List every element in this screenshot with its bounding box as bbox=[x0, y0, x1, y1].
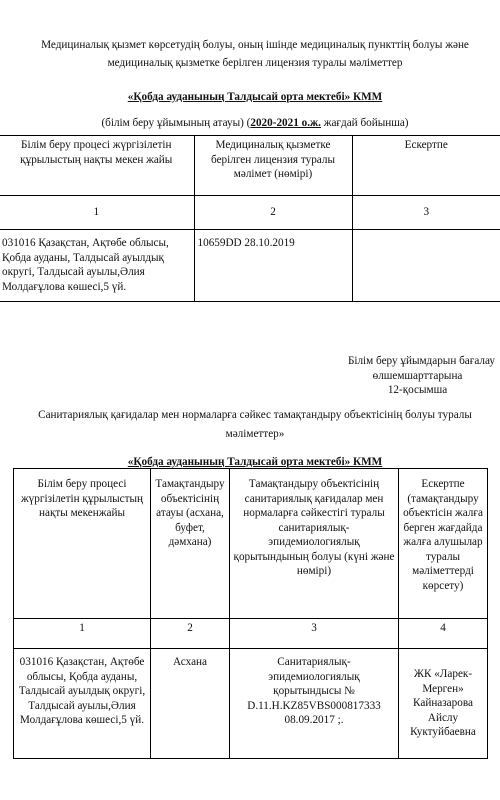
section1-org-name: «Қобда ауданының Талдысай орта мектебі» КММ bbox=[127, 91, 383, 103]
section1-heading bbox=[20, 38, 490, 70]
catering-table-header-note: Ескертпе (тамақтандыру объектісін жалға берген жағдайда жалға алушылар туралы мәліметтерді көрсету) bbox=[399, 469, 488, 619]
catering-table-cell-note: ЖК «Ларек-Мерген» Кайназарова Айслу Куктуйбаевна bbox=[399, 649, 488, 759]
license-table-header-address: Білім беру процесі жүргізілетін құрылыстың нақты мекен жайы bbox=[0, 136, 194, 196]
catering-table-header-row bbox=[14, 469, 488, 619]
catering-table-cell-object: Асхана bbox=[151, 649, 230, 759]
license-table-cell-note bbox=[352, 230, 500, 302]
license-table-cell-address: 031016 Қазақстан, Ақтөбе облысы, Қобда ауданы, Талдысай ауылдық округі, Талдысай ауылы,Әлия Молдағұлова көшесі,5 үй. bbox=[0, 230, 194, 302]
section2-org-name: «Қобда ауданының Талдысай орта мектебі» КММ bbox=[127, 456, 383, 468]
section1-subtitle-year: 2020-2021 о.ж. bbox=[250, 117, 321, 129]
catering-table-row bbox=[14, 649, 488, 759]
catering-table-cell-address: 031016 Қазақстан, Ақтөбе облысы, Қобда ауданы, Талдысай ауылдық округі, Талдысай ауылы,Әлия Молдағұлова көшесі,5 үй. bbox=[14, 649, 151, 759]
section2-heading bbox=[20, 408, 490, 441]
catering-table-number-3: 3 bbox=[230, 619, 399, 649]
catering-table-number-4: 4 bbox=[399, 619, 488, 649]
license-table-number-2: 2 bbox=[194, 196, 352, 230]
section1-subtitle bbox=[20, 116, 490, 131]
appendix-line2: өлшемшарттарына bbox=[372, 369, 463, 382]
section2-title-line1: Санитариялық қағидалар мен нормаларға сәйкес тамақтандыру объектісінің болуы туралы bbox=[38, 409, 472, 421]
license-table-number-1: 1 bbox=[0, 196, 194, 230]
section1-title-line1: Медициналық қызмет көрсетудің болуы, оның ішінде медициналық пункттің болуы және bbox=[41, 39, 469, 51]
catering-table-header-object: Тамақтандыру объектісінің атауы (асхана, буфет, дәмхана) bbox=[151, 469, 230, 619]
section1-title-line2: медициналық қызметке берілген лицензия туралы мәліметтер bbox=[107, 56, 403, 69]
appendix-line1: Білім беру ұйымдарын бағалау bbox=[347, 355, 495, 367]
license-table-number-3: 3 bbox=[352, 196, 500, 230]
license-table-header-license: Медициналық қызметке берілген лицензия туралы мәлімет (нөмірі) bbox=[194, 136, 352, 196]
license-table-number-row bbox=[0, 196, 500, 230]
license-table-cell-license: 10659DD 28.10.2019 bbox=[194, 230, 352, 302]
catering-table-header-address: Білім беру процесі жүргізілетін құрылыстың нақты мекенжайы bbox=[14, 469, 151, 619]
appendix-block bbox=[300, 354, 495, 398]
license-table bbox=[0, 135, 500, 302]
license-table-header-note: Ескертпе bbox=[352, 136, 500, 196]
section1-subtitle-pre: (білім беру ұйымының атауы) ( bbox=[101, 117, 251, 129]
section1-subtitle-post: жағдай бойынша) bbox=[320, 117, 409, 129]
catering-table-number-2: 2 bbox=[151, 619, 230, 649]
catering-table bbox=[13, 468, 488, 759]
section2-title-line2: мәліметтер» bbox=[225, 427, 285, 440]
catering-table-header-conclusion: Тамақтандыру объектісінің санитариялық қағидалар мен нормаларға сәйкестігі туралы санитариялық-эпидемиологиялық қорытындының болуы (күні және нөмірі) bbox=[230, 469, 399, 619]
catering-table-number-1: 1 bbox=[14, 619, 151, 649]
license-table-row bbox=[0, 230, 500, 302]
catering-table-number-row bbox=[14, 619, 488, 649]
appendix-line3: 12-қосымша bbox=[387, 384, 448, 397]
catering-table-cell-conclusion: Санитариялық-эпидемиологиялық қорытындысы № D.11.H.KZ85VBS000817333 08.09.2017 ;. bbox=[230, 649, 399, 759]
license-table-header-row bbox=[0, 136, 500, 196]
